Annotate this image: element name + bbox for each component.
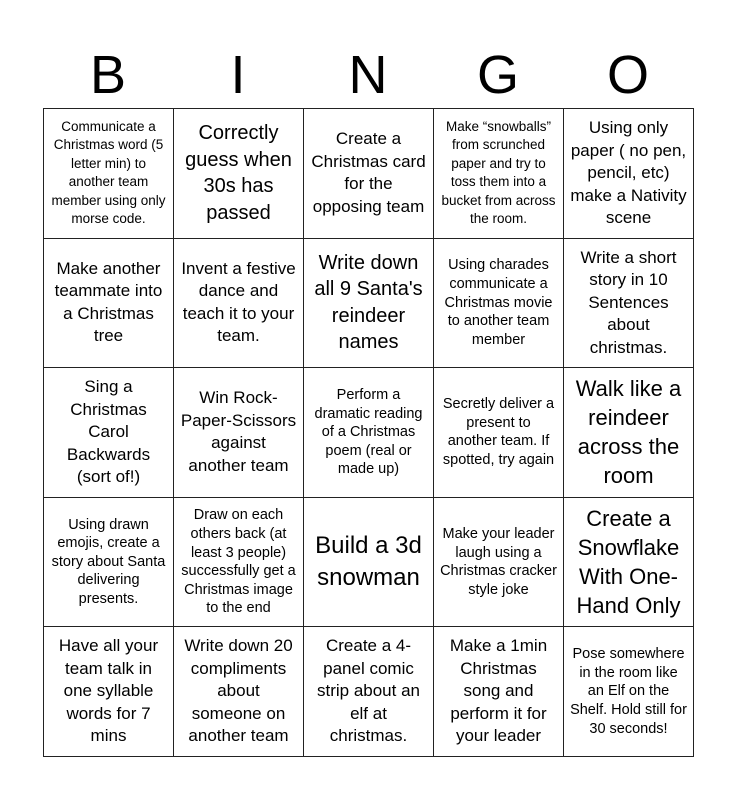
cell-text: Walk like a reindeer across the room [575,376,682,489]
cell-text: Pose somewhere in the room like an Elf on the Shelf. Hold still for 30 seconds! [570,646,687,737]
cell-text: Write a short story in 10 Sentences about christmas. [580,247,677,357]
cell-text: Win Rock-Paper-Scissors against another team [180,388,297,475]
bingo-cell[interactable] [44,498,174,628]
bingo-cell[interactable] [434,239,564,369]
bingo-cell[interactable] [44,627,174,757]
bingo-cell[interactable] [174,368,304,498]
cell-text: Have all your team talk in one syllable words for 7 mins [58,636,159,746]
bingo-cell[interactable] [564,627,694,757]
bingo-cell[interactable] [174,498,304,628]
bingo-cell[interactable] [174,109,304,239]
cell-text: Using only paper ( no pen, pencil, etc) make a Nativity scene [570,118,687,228]
cell-text: Write down all 9 Santa's reindeer names [314,251,423,354]
header-letter-g: G [476,45,519,105]
cell-text: Using drawn emojis, create a story about Santa delivering presents. [51,516,166,607]
bingo-cell[interactable] [174,239,304,369]
cell-text: Make “snowballs” from scrunched paper and try to toss them into a bucket from across the room. [441,119,556,227]
cell-text: Correctly guess when 30s has passed [185,122,292,224]
cell-text: Communicate a Christmas word (5 letter min) to another team member using only morse code. [51,119,166,227]
bingo-cell[interactable] [434,368,564,498]
bingo-cell[interactable] [174,627,304,757]
bingo-cell[interactable] [564,239,694,369]
bingo-cell[interactable] [434,109,564,239]
bingo-cell[interactable] [564,109,694,239]
header-letter-o: O [606,45,649,105]
cell-text: Invent a festive dance and teach it to your team. [181,258,296,346]
cell-text: Make another teammate into a Christmas tree [54,258,163,346]
bingo-cell[interactable] [304,368,434,498]
bingo-header [43,42,693,108]
bingo-cell[interactable] [304,627,434,757]
cell-text: Write down 20 compliments about someone on another team [184,636,293,746]
cell-text: Make your leader laugh using a Christmas cracker style joke [440,525,557,598]
cell-text: Perform a dramatic reading of a Christmas poem (real or made up) [314,387,423,478]
cell-text: Create a 4-panel comic strip about an elf at christmas. [316,636,420,746]
bingo-cell[interactable] [304,498,434,628]
bingo-cell[interactable] [434,627,564,757]
cell-text: Create a Snowflake With One-Hand Only [576,506,681,619]
bingo-cell[interactable] [564,368,694,498]
cell-text: Create a Christmas card for the opposing team [311,129,426,216]
bingo-cell[interactable] [44,368,174,498]
cell-text: Build a 3d snowman [315,532,422,592]
header-letter-b: B [89,45,127,105]
cell-text: Using charades communicate a Christmas movie to another team member [444,257,553,348]
cell-text: Secretly deliver a present to another team. If spotted, try again [442,396,555,469]
header-letter-i: I [230,45,246,105]
cell-text: Make a 1min Christmas song and perform it for your leader [449,636,548,746]
bingo-cell[interactable] [304,109,434,239]
bingo-cell[interactable] [304,239,434,369]
bingo-grid [43,108,694,757]
bingo-cell[interactable] [44,239,174,369]
bingo-cell[interactable] [434,498,564,628]
cell-text: Sing a Christmas Carol Backwards (sort of!) [66,377,151,487]
bingo-cell[interactable] [564,498,694,628]
cell-text: Draw on each others back (at least 3 people) successfully get a Christmas image to the end [181,507,296,617]
bingo-cell[interactable] [44,109,174,239]
header-letter-n: N [348,45,388,105]
